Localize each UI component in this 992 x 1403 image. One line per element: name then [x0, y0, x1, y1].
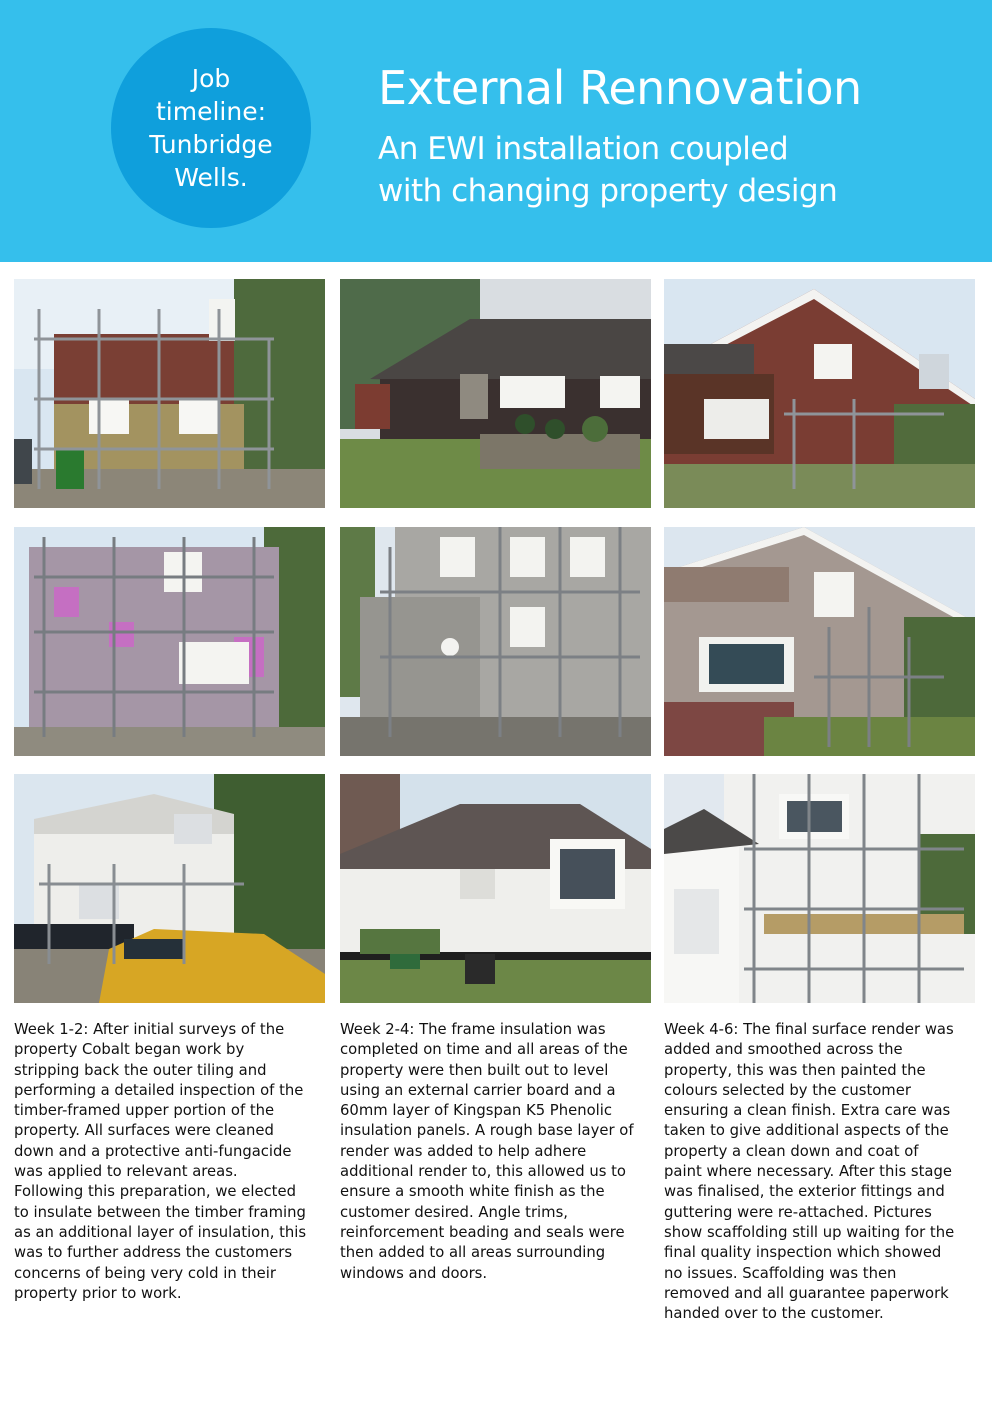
badge-text: Job timeline: Tunbridge Wells. — [149, 64, 273, 192]
header-banner — [0, 0, 992, 262]
photo-week2-pink-boards — [14, 527, 325, 756]
photo-week2-grey-render — [340, 527, 651, 756]
page-title: External Rennovation — [378, 61, 862, 115]
week-1-2-description: Week 1-2: After initial surveys of the property Cobalt began work by stripping back the outer tiling and performing a detailed inspection of the timber-framed upper portion of the property. All surfaces were cleaned down and a protective anti-fungacide was applied to relevant areas. Following this preparation, we elected to insulate between the timber framing as an additional layer of insulation, this was to further address the customers concerns of being very cold in their property prior to work. — [14, 1021, 307, 1302]
photo-week1-brick-side — [664, 279, 975, 508]
photo-week1-rear-dark — [340, 279, 651, 508]
week-4-6-description: Week 4-6: The final surface render was added and smoothed across the property, this was then painted the colours selected by the customer ensuring a clean finish. Extra care was taken to give additional aspects of the property a clean down and coat of paint where necessary. After this stage was finalised, the exterior fittings and guttering were re-attached. Pictures show scaffolding still up waiting for the final quality inspection which showed no issues. Scaffolding was then removed and all guarantee paperwork handed over to the customer. — [664, 1021, 955, 1323]
photo-week4-white-side — [664, 774, 975, 1003]
photo-week4-white-front-car — [14, 774, 325, 1003]
week-2-4-description: Week 2-4: The frame insulation was completed on time and all areas of the property were then built out to level using an external carrier board and a 60mm layer of Kingspan K5 Phenolic insulation panels. A rough base layer of render was added to help adhere additional render to, this allowed us to ensure a smooth white finish as the customer desired. Angle trims, reinforcement beading and seals were then added to all areas surrounding windows and doors. — [340, 1021, 634, 1282]
photo-week1-scaffold-front — [14, 279, 325, 508]
page-subtitle: An EWI installation coupled with changing property design — [378, 131, 838, 209]
photo-week4-white-rear — [340, 774, 651, 1003]
timeline-badge — [111, 28, 311, 228]
photo-week2-side-gable — [664, 527, 975, 756]
